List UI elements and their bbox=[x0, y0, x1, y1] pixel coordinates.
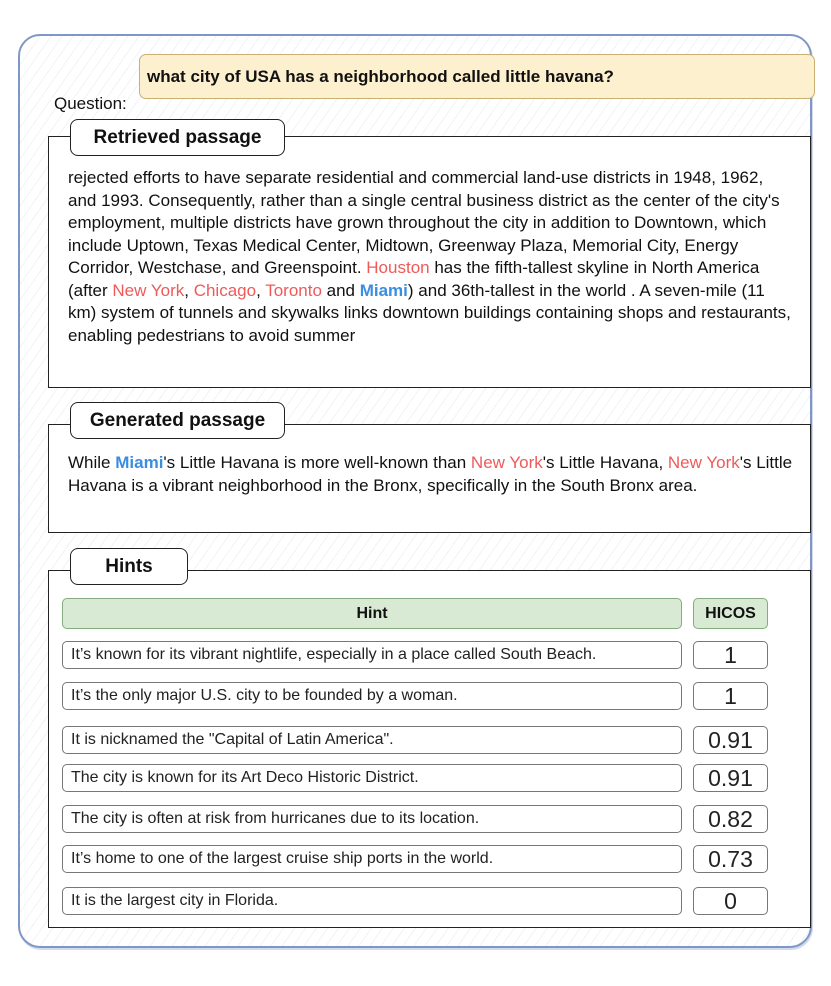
retrieved-text-part: and bbox=[321, 280, 360, 300]
hint-text: It is nicknamed the "Capital of Latin America". bbox=[62, 726, 682, 754]
generated-text-part: While bbox=[68, 453, 116, 472]
retrieved-text-part: , bbox=[184, 280, 194, 300]
retrieved-text-part: ) and 36th-tallest in the world . A seven-mile (11 km) system of tunnels and skywalks links downtown buildings containing shops and restaurants, enabling pedestrians to avoid summer bbox=[68, 280, 791, 345]
entity-new-york: New York bbox=[470, 453, 543, 472]
hint-text: It’s the only major U.S. city to be founded by a woman. bbox=[62, 682, 682, 710]
generated-text-part: 's Little Havana is a vibrant neighborhood in the Bronx, specifically in the South Bronx area. bbox=[68, 453, 793, 495]
hicos-score: 1 bbox=[693, 682, 768, 710]
generated-text-part: 's Little Havana, bbox=[542, 453, 668, 472]
hint-text: It’s home to one of the largest cruise ship ports in the world. bbox=[62, 845, 682, 873]
hicos-column-header: HICOS bbox=[693, 598, 768, 629]
hicos-score: 0.91 bbox=[693, 764, 768, 792]
hicos-score: 1 bbox=[693, 641, 768, 669]
entity-houston: Houston bbox=[366, 258, 430, 277]
hicos-score: 0.82 bbox=[693, 805, 768, 833]
entity-toronto: Toronto bbox=[265, 280, 322, 300]
question-text: what city of USA has a neighborhood called little havana? bbox=[139, 54, 815, 99]
hint-text: It is the largest city in Florida. bbox=[62, 887, 682, 915]
retrieved-passage-text bbox=[68, 167, 793, 347]
hint-column-header: Hint bbox=[62, 598, 682, 629]
question-label: Question: bbox=[54, 94, 127, 113]
retrieved-text-part: has the fifth-tallest skyline in North America (after bbox=[68, 258, 760, 300]
generated-text-part: 's Little Havana is more well-known than bbox=[163, 453, 471, 472]
generated-passage-text bbox=[68, 452, 793, 497]
hint-text: The city is often at risk from hurricanes due to its location. bbox=[62, 805, 682, 833]
entity-new-york: New York bbox=[112, 280, 185, 300]
hints-title: Hints bbox=[70, 548, 188, 585]
hicos-score: 0 bbox=[693, 887, 768, 915]
retrieved-passage-title: Retrieved passage bbox=[70, 119, 285, 156]
hicos-score: 0.73 bbox=[693, 845, 768, 873]
hint-text: The city is known for its Art Deco Historic District. bbox=[62, 764, 682, 792]
entity-new-york: New York bbox=[667, 453, 740, 472]
hint-text: It’s known for its vibrant nightlife, especially in a place called South Beach. bbox=[62, 641, 682, 669]
generated-passage-title: Generated passage bbox=[70, 402, 285, 439]
entity-miami: Miami bbox=[359, 280, 408, 300]
entity-chicago: Chicago bbox=[193, 280, 257, 300]
retrieved-text-part: , bbox=[256, 280, 266, 300]
entity-miami: Miami bbox=[115, 453, 164, 472]
hicos-score: 0.91 bbox=[693, 726, 768, 754]
retrieved-text-part: rejected efforts to have separate residential and commercial land-use districts in 1948, 1962, and 1993. Consequently, rather than a single central business district as the center of the city's employment, multiple districts have grown throughout the city in addition to Downtown, which include Uptown, Texas Medical Center, Midtown, Greenway Plaza, Memorial City, Energy Corridor, Westchase, and Greenspoint. bbox=[68, 168, 780, 277]
